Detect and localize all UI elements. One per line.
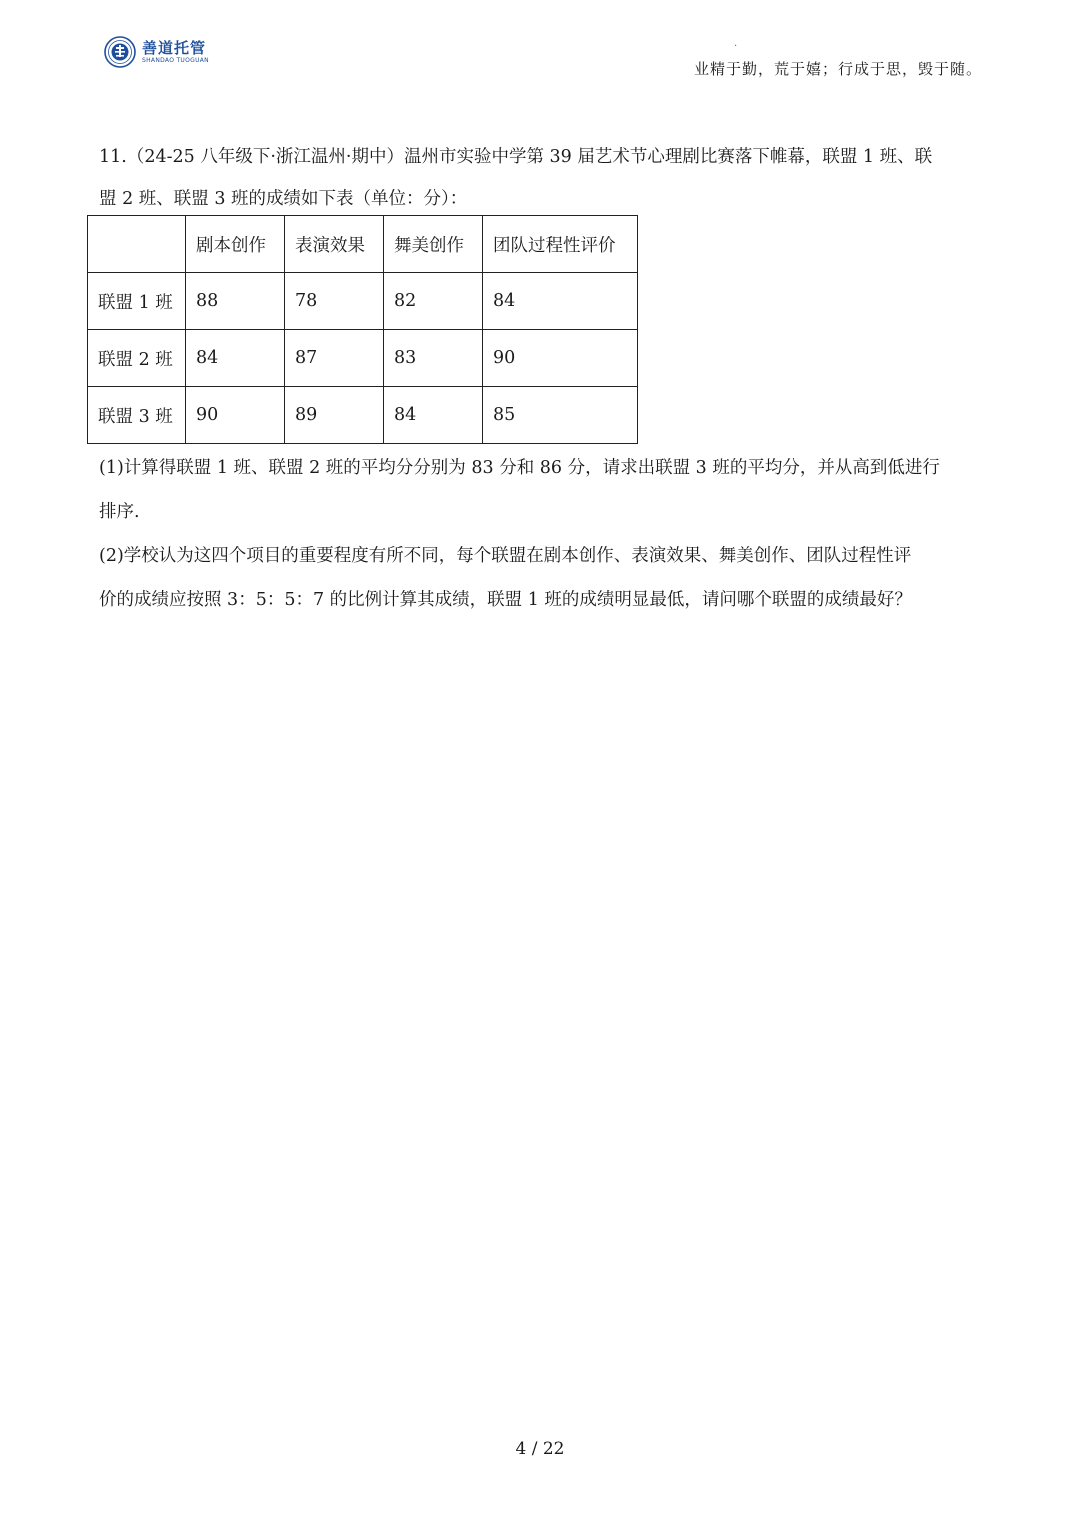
table-cell: 90 <box>483 330 638 387</box>
table-cell: 83 <box>384 330 483 387</box>
question-line-1: 11.（24-25 八年级下·浙江温州·期中）温州市实验中学第 39 届艺术节心理剧比赛落下帷幕，联盟 1 班、联 <box>99 147 933 167</box>
header-cell: 表演效果 <box>285 216 384 273</box>
part-2-line-2: 价的成绩应按照 3：5：5：7 的比例计算其成绩，联盟 1 班的成绩明显最低，请问哪个联盟的成绩最好？ <box>99 590 912 610</box>
part-1-line-1: (1)计算得联盟 1 班、联盟 2 班的平均分分别为 83 分和 86 分，请求出联盟 3 班的平均分，并从高到低进行 <box>99 458 940 478</box>
table-cell: 87 <box>285 330 384 387</box>
table-cell: 84 <box>186 330 285 387</box>
table-cell: 78 <box>285 273 384 330</box>
table-cell: 84 <box>483 273 638 330</box>
logo-subtitle: SHANDAO TUOGUAN <box>142 57 209 64</box>
header-cell <box>88 216 186 273</box>
part-1-line-2: 排序. <box>99 502 140 522</box>
header-cell: 团队过程性评价 <box>483 216 638 273</box>
question-stem <box>99 136 989 220</box>
logo-name: 善道托管 <box>142 39 207 57</box>
table-row <box>88 387 638 444</box>
table-cell: 90 <box>186 387 285 444</box>
header-cell: 剧本创作 <box>186 216 285 273</box>
page-header <box>0 0 1080 100</box>
question-parts <box>99 446 989 622</box>
score-table <box>87 215 638 444</box>
table-cell: 88 <box>186 273 285 330</box>
row-label-cell: 联盟 3 班 <box>88 387 186 444</box>
header-motto: 业精于勤，荒于嬉；行成于思，毁于随。 <box>693 60 982 78</box>
table-row <box>88 273 638 330</box>
table-header-row <box>88 216 638 273</box>
question-line-2: 盟 2 班、联盟 3 班的成绩如下表（单位：分）： <box>99 189 468 209</box>
part-2-line-1: (2)学校认为这四个项目的重要程度有所不同，每个联盟在剧本创作、表演效果、舞美创作、团队过程性评 <box>99 546 912 566</box>
seal-logo-icon <box>104 36 136 68</box>
table-cell: 85 <box>483 387 638 444</box>
table-cell: 82 <box>384 273 483 330</box>
header-cell: 舞美创作 <box>384 216 483 273</box>
table-cell: 89 <box>285 387 384 444</box>
header-dot: . <box>734 38 738 49</box>
table-cell: 84 <box>384 387 483 444</box>
row-label-cell: 联盟 1 班 <box>88 273 186 330</box>
brand-logo <box>104 36 209 68</box>
row-label-cell: 联盟 2 班 <box>88 330 186 387</box>
table-row <box>88 330 638 387</box>
page-number: 4 / 22 <box>515 1439 565 1459</box>
